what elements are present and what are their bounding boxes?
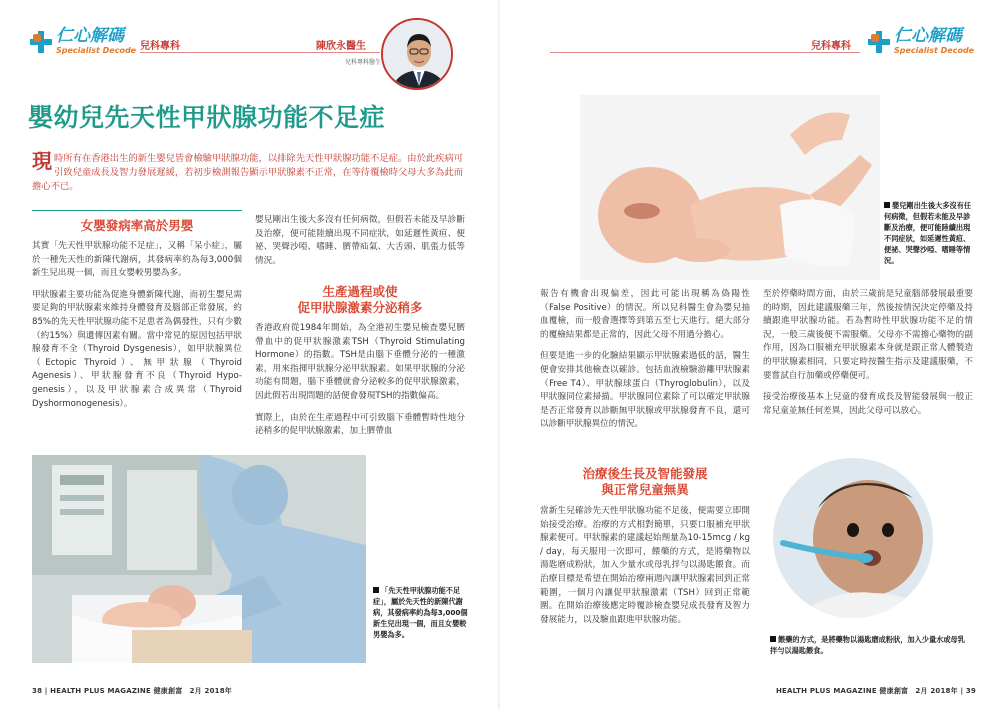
subhead-line: 生產過程或使 — [322, 284, 398, 299]
magazine-logo — [30, 28, 136, 55]
doctor-name: 陳欣永醫生 — [316, 41, 366, 52]
paragraph: 報告有機會出現偏差，因此可能出現稱為偽陽性（False Positive）的情況。所以兒科醫生會為嬰兒抽血覆檢，而一般會選擇等到第五至七天進行。絕大部分的覆檢結果都是正常的，因此父母不用過分擔心。 — [540, 289, 750, 340]
header-rule — [140, 52, 380, 53]
subhead-treatment — [540, 466, 750, 498]
paragraph: 接受治療後基本上兒童的發育成長及智能發展與一般正常兒童並無任何差異，因此父母可以放心。 — [763, 392, 973, 416]
column-right-1 — [540, 288, 750, 440]
paragraph: 嬰兒剛出生後大多沒有任何病徵，但假若未能及早診斷及治療，便可能陸續出現不同症狀，如延遲性黃疸、便祕、哭聲沙啞、嗜睡、臍帶疝氣、大舌頭、肌張力低等情況。 — [255, 215, 465, 266]
column-right-3 — [763, 288, 973, 426]
paragraph: 但要是進一步的化驗結果顯示甲狀腺素過低的話，醫生便會安排其他檢查以確診。包括血液檢驗游離甲狀腺素（Free T4）、甲狀腺球蛋白（Thyroglobulin），以及甲狀腺同位素掃描。甲狀腺同位素除了可以確定甲狀腺是否正常發育以診斷無甲狀腺或甲狀腺發育不良，還可以診斷甲狀腺異位的情況。 — [540, 351, 750, 430]
article-intro — [32, 149, 464, 194]
photo-nurse-newborn — [32, 455, 366, 663]
column-right-2 — [540, 505, 750, 635]
subhead-incidence: 女嬰發病率高於男嬰 — [80, 218, 194, 233]
caption-marker-icon — [884, 202, 890, 208]
medical-cross-icon — [30, 31, 52, 53]
logo-subtitle: Specialist Decode — [56, 46, 137, 55]
paragraph: 當新生兒確診先天性甲狀腺功能不足後，便需要立即開始接受治療。治療的方式相對簡單，只要口服補充甲狀腺素便可。甲狀腺素的建議起始劑量為10-15mcg / kg / day，每天服用一次即可，餵藥的方式，是將藥物以湯匙磨成粉狀，加入少量水或母乳拌勻以湯匙餵食。而治療目標是希望在開始治療兩週內讓甲狀腺素回到正常範圍，一個月內讓促甲狀腺激素（TSH）回到正常範圍。在開始治療後應定時覆診檢查嬰兒成長發育及智力發展能力，以及驗血跟進甲狀腺功能。 — [540, 506, 750, 625]
doctor-role: 兒科專科醫生 — [345, 59, 382, 66]
subhead-rule — [32, 210, 242, 211]
paragraph: 其實「先天性甲狀腺功能不足症」，又稱「呆小症」，屬於一種先天性的新陳代謝病，其發病率約為每3,000個新生兒出現一個，而且女嬰較男嬰為多。 — [32, 241, 242, 279]
caption-marker-icon — [770, 636, 776, 642]
footer-left: 38 | HEALTH PLUS MAGAZINE 健康創富 2月 2018年 — [32, 687, 232, 695]
caption-marker-icon — [373, 587, 379, 593]
paragraph: 甲狀腺素主要功能為促進身體新陳代謝，而初生嬰兒需要足夠的甲狀腺素來維持身體發育及腦部正常發展，約85%的先天性甲狀腺功能不足患者為偶發性，只有少數（約15%）與遺傳因素有關。當中常見的原因包括甲狀腺發育不全（Thyroid Dysgenesis），如甲狀腺異位（Ectopic Thyroid）、無甲狀腺（Thyroid Agenesis）、甲狀腺發育不良（Thyroid Hypo-genesis），以及甲狀腺素合成異常（Thyroid Dyshormonogenesis）。 — [32, 289, 242, 409]
photo-crying-baby — [580, 95, 880, 280]
subhead-line: 與正常兒童無異 — [601, 482, 689, 497]
intro-dropcap: 現 — [32, 149, 52, 173]
column-left-3 — [255, 322, 465, 447]
logo-subtitle: Specialist Decode — [894, 46, 975, 55]
paragraph: 實際上，由於在生產過程中可引致腦下垂體暫時性地分泌稍多的促甲狀腺激素，加上臍帶血 — [255, 412, 465, 437]
column-left-2 — [255, 214, 465, 276]
photo-baby-spoon — [773, 458, 933, 618]
caption-spoon — [770, 634, 970, 656]
caption-nurse — [373, 585, 471, 640]
caption-text: 嬰兒剛出生後大多沒有任何病徵，但假若未能及早診斷及治療，便可能陸續出現不同症狀，如延遲性黃疸、便祕、哭聲沙啞、嗜睡等情況。 — [884, 201, 972, 265]
caption-crying-baby — [884, 200, 974, 266]
subhead-line: 促甲狀腺激素分泌稍多 — [297, 300, 423, 315]
logo-title: 仁心解碼 — [894, 26, 962, 46]
logo-title: 仁心解碼 — [56, 26, 124, 46]
doctor-portrait — [381, 18, 453, 90]
caption-text: 餵藥的方式，是將藥物以湯匙磨成粉狀，加入少量水或母乳拌勻以湯匙餵食。 — [770, 635, 965, 655]
column-left-1 — [32, 240, 242, 419]
article-title: 嬰幼兒先天性甲狀腺功能不足症 — [28, 103, 386, 132]
intro-text: 時所有在香港出生的新生嬰兒皆會檢驗甲狀腺功能，以排除先天性甲狀腺功能不足症。由於此疾病可引致兒童成長及智力發展遲緩，若初步檢測報告顯示甲狀腺素不正常，在等待覆檢時父母大多為此而擔心不已。 — [32, 153, 464, 192]
caption-text: 「先天性甲狀腺功能不足症」，屬於先天性的新陳代謝病，其發病率約為每3,000個新生兒出現一個，而且女嬰較男嬰為多。 — [373, 586, 468, 639]
subhead-line: 治療後生長及智能發展 — [582, 466, 708, 481]
paragraph: 香港政府從1984年開始，為全港初生嬰兒檢查嬰兒臍帶血中的促甲狀腺激素TSH（Thyroid Stimulating Hormone）的指數。TSH是由腦下垂體分泌的一種激素，用來指揮甲狀腺分泌甲狀腺素。如果甲狀腺的分泌功能有問題，腦下垂體就會分泌較多的促甲狀腺激素，因此假若出現問題的話便會發現TSH的指數偏高。 — [255, 323, 465, 401]
section-tag: 兒科專科 — [140, 41, 180, 52]
section-tag: 兒科專科 — [811, 41, 851, 52]
magazine-logo — [868, 28, 974, 55]
right-page — [500, 0, 1000, 709]
subhead-birth-process — [255, 284, 465, 316]
medical-cross-icon — [868, 31, 890, 53]
header-rule — [550, 52, 860, 53]
footer-right: HEALTH PLUS MAGAZINE 健康創富 2月 2018年 | 39 — [776, 687, 976, 695]
paragraph: 至於停藥時間方面，由於三歲前是兒童腦部發展最重要的時期，因此建議服藥三年，然後按情況決定停藥及持續跟進甲狀腺功能。若為暫時性甲狀腺功能不足的情況，一般三歲後便不需服藥。父母亦不需擔心藥物的副作用，因為口服補充甲狀腺素本身就是跟正常人體製造的甲狀腺素相同，只要定時按醫生指示及建議服藥，不要嘗試自行加藥或停藥便可。 — [763, 289, 973, 381]
